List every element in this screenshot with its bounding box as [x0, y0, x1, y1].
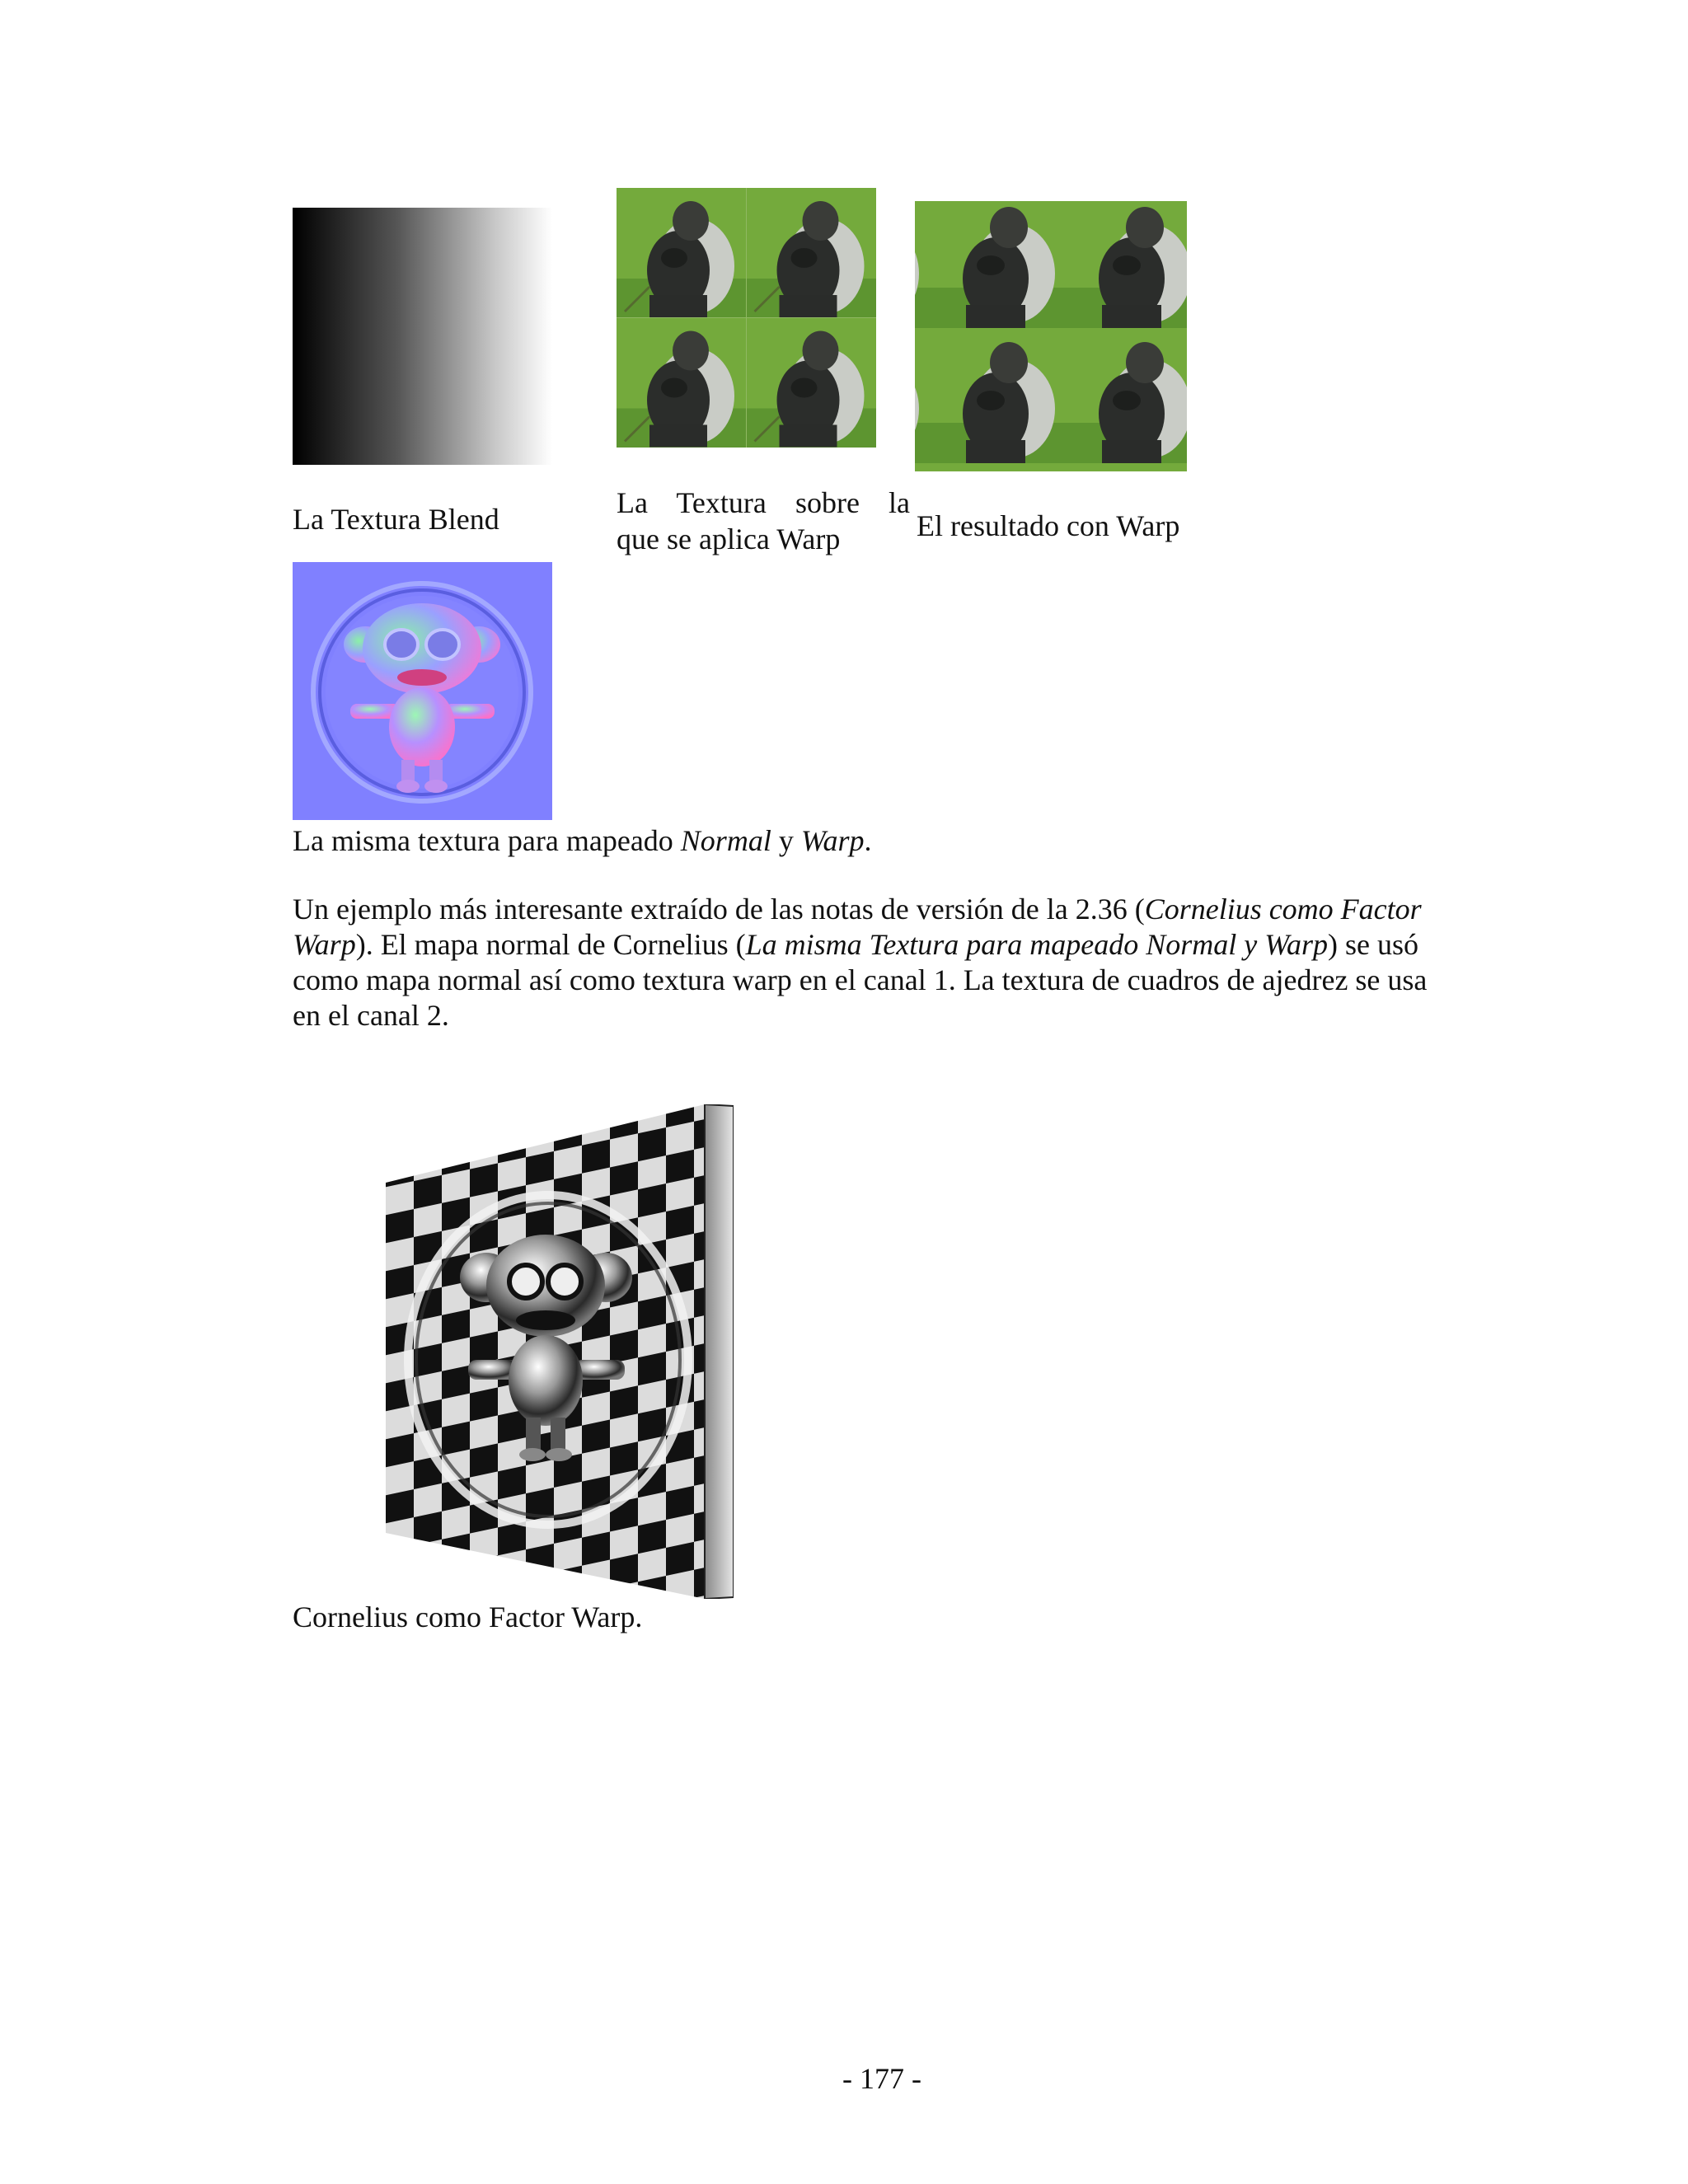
warp-result-image: [915, 201, 1187, 471]
paragraph-part2: ). El mapa normal de Cornelius (: [355, 928, 746, 961]
body-paragraph: [293, 892, 1447, 1033]
warp-source-caption-line2: que se aplica Warp: [617, 523, 841, 555]
cornelius-warp-render-image: [379, 1104, 734, 1599]
normal-map-caption-suffix: .: [864, 824, 872, 857]
paragraph-em2: La misma Textura para mapeado Normal y Warp: [745, 928, 1328, 961]
normal-map-image: [293, 562, 552, 820]
paragraph-em1: Cornelius como Factor Warp: [293, 893, 1422, 961]
blend-caption: La Textura Blend: [293, 503, 499, 536]
blend-texture-image: [293, 208, 552, 465]
warp-source-caption-line1: La Textura sobre la: [617, 486, 910, 519]
normal-map-caption-prefix: La misma textura para mapeado: [293, 824, 681, 857]
normal-map-caption-warp: Warp: [800, 824, 865, 857]
warp-source-caption: [617, 485, 910, 557]
paragraph-part1: Un ejemplo más interesante extraído de las notas de versión de la 2.36 (: [293, 893, 1145, 926]
paragraph-part3: ) se usó como mapa normal así como textura warp en el canal 1. La textura de cuadros de ajedrez se usa en el canal 2.: [293, 928, 1428, 1032]
cornelius-caption: Cornelius como Factor Warp.: [293, 1601, 643, 1633]
normal-map-caption-mid: y: [771, 824, 801, 857]
page-number: - 177 -: [842, 2062, 921, 2095]
warp-source-texture-image: [617, 188, 876, 448]
normal-map-caption-normal: Normal: [680, 824, 771, 857]
normal-map-caption: [293, 823, 1447, 859]
warp-result-caption: El resultado con Warp: [917, 509, 1180, 542]
